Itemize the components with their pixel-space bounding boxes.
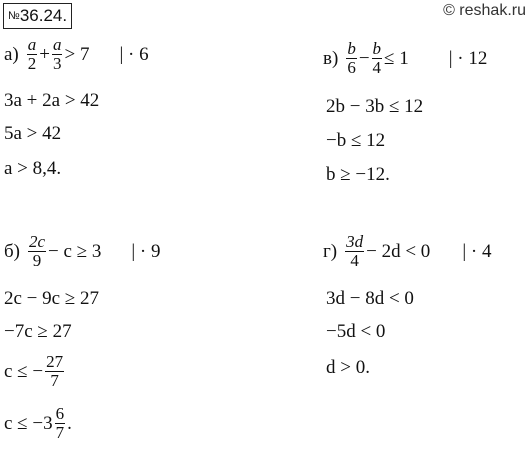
problem-number-value: 36.24. (19, 6, 68, 25)
numerator: 27 (46, 352, 64, 371)
denominator: 6 (347, 58, 356, 77)
denominator: 4 (372, 58, 382, 77)
numerator: b (372, 39, 382, 58)
part-g-fraction (345, 233, 364, 270)
part-b-multiplier: | · 9 (131, 240, 161, 262)
numerator: 2c (29, 232, 46, 251)
period: . (67, 412, 72, 434)
part-a-step-3: a > 8,4. (4, 158, 62, 179)
numerator: a (52, 35, 62, 54)
part-a-step-1: 3a + 2a > 42 (4, 90, 100, 111)
part-b-step-2: −7c ≥ 27 (4, 321, 72, 342)
part-v-fraction-2 (372, 40, 383, 77)
minus-sign: − (358, 47, 370, 69)
part-a-equation (4, 36, 149, 73)
part-a-step-2: 5a > 42 (4, 123, 62, 144)
numerator: b (347, 39, 356, 58)
part-v-step-1: 2b − 3b ≤ 12 (326, 96, 424, 117)
part-g-equation (323, 233, 491, 270)
part-b-step-3-text: c ≤ − (4, 360, 44, 382)
part-b-step-4 (4, 405, 72, 442)
part-a-fraction-2 (52, 36, 63, 73)
part-a-label: а) (4, 43, 19, 65)
denominator: 9 (32, 251, 42, 270)
number-sign: № (8, 10, 20, 22)
denominator: 2 (27, 54, 37, 73)
part-v-label: в) (323, 47, 339, 69)
denominator: 7 (50, 371, 59, 390)
denominator: 7 (55, 423, 65, 442)
part-b-step-4-text: c ≤ −3 (4, 412, 53, 434)
part-b-label: б) (4, 240, 20, 262)
part-g-step-1: 3d − 8d < 0 (326, 288, 414, 309)
part-g-step-3: d > 0. (326, 357, 370, 378)
part-v-step-2: −b ≤ 12 (326, 130, 386, 151)
part-a-inequality: > 7 (64, 43, 90, 65)
denominator: 4 (350, 251, 359, 270)
part-g-multiplier: | · 4 (462, 240, 492, 262)
watermark: © reshak.ru (443, 2, 526, 19)
part-b-step-4-fraction (55, 405, 66, 442)
part-b-equation (4, 233, 161, 270)
part-v-fraction-1 (346, 40, 357, 77)
part-g-label: г) (323, 240, 338, 262)
part-g-step-2: −5d < 0 (326, 321, 386, 342)
part-g-inequality: − 2d < 0 (366, 240, 431, 262)
part-a-multiplier: | · 6 (119, 43, 149, 65)
denominator: 3 (52, 54, 62, 73)
part-v-equation (323, 40, 487, 77)
numerator: 3d (346, 232, 364, 251)
part-v-inequality: ≤ 1 (384, 47, 409, 69)
part-a-fraction-1 (27, 36, 38, 73)
problem-number (3, 3, 72, 29)
plus-sign: + (39, 43, 50, 65)
part-b-step-3-fraction (45, 353, 64, 390)
numerator: a (27, 35, 37, 54)
part-v-multiplier: | · 12 (448, 47, 488, 69)
numerator: 6 (55, 404, 65, 423)
part-b-inequality: − c ≥ 3 (48, 240, 102, 262)
part-b-fraction (28, 233, 46, 270)
part-b-step-1: 2c − 9c ≥ 27 (4, 288, 100, 309)
part-b-step-3 (4, 353, 66, 390)
part-v-step-3: b ≥ −12. (326, 164, 390, 185)
